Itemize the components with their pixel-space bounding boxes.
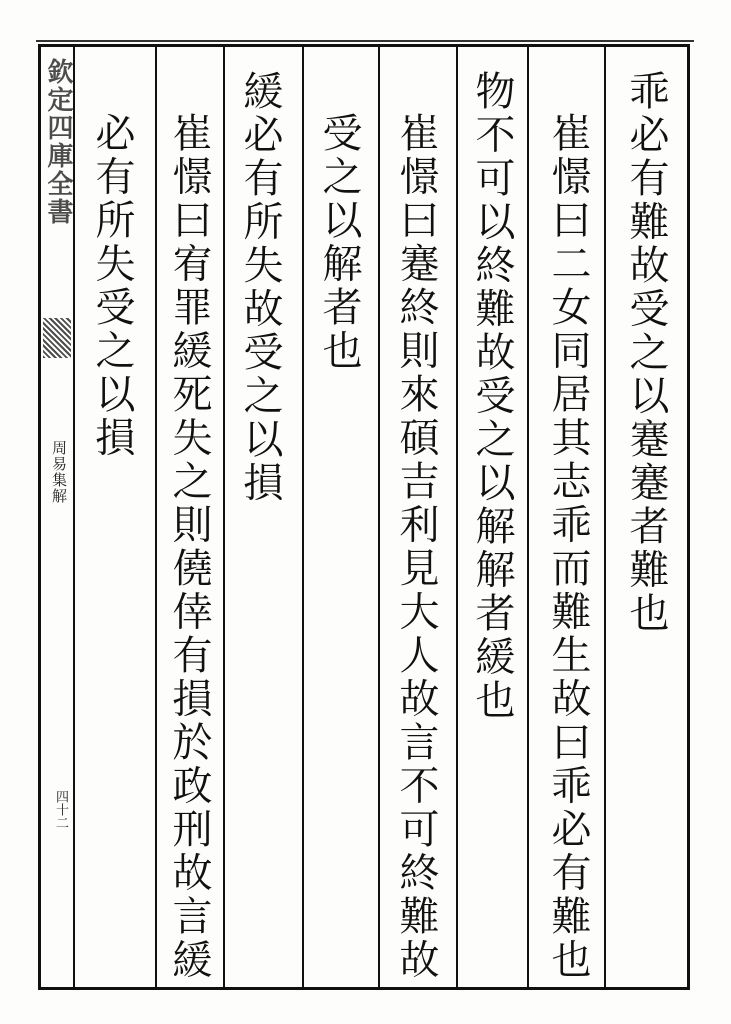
page-number: 四十二 <box>53 790 68 829</box>
column-rule <box>378 47 380 987</box>
column-rule <box>604 47 606 987</box>
column-rule <box>302 47 304 987</box>
text-column-2: 崔憬曰二女同居其志乖而難生故曰乖必有難也 <box>545 112 591 982</box>
text-column-6: 緩必有所失故受之以損 <box>237 70 283 505</box>
book-title: 周易集解 <box>50 440 68 504</box>
text-column-7: 崔憬曰宥罪緩死失之則僥倖有損於政刑故言緩 <box>166 112 212 982</box>
fish-tail-mark <box>43 318 71 358</box>
top-border-shadow <box>36 40 694 42</box>
column-rule <box>155 47 157 987</box>
column-rule <box>527 47 529 987</box>
text-column-5: 受之以解者也 <box>316 112 362 373</box>
collection-title: 欽定四庫全書 <box>43 58 73 226</box>
column-rule <box>223 47 225 987</box>
text-column-4: 崔憬曰蹇終則來碩吉利見大人故言不可終難故 <box>393 112 439 982</box>
text-column-1: 乖必有難故受之以蹇蹇者難也 <box>623 70 669 636</box>
text-column-8: 必有所失受之以損 <box>89 112 135 460</box>
text-column-3: 物不可以終難故受之以解解者緩也 <box>469 70 515 723</box>
column-rule <box>456 47 458 987</box>
